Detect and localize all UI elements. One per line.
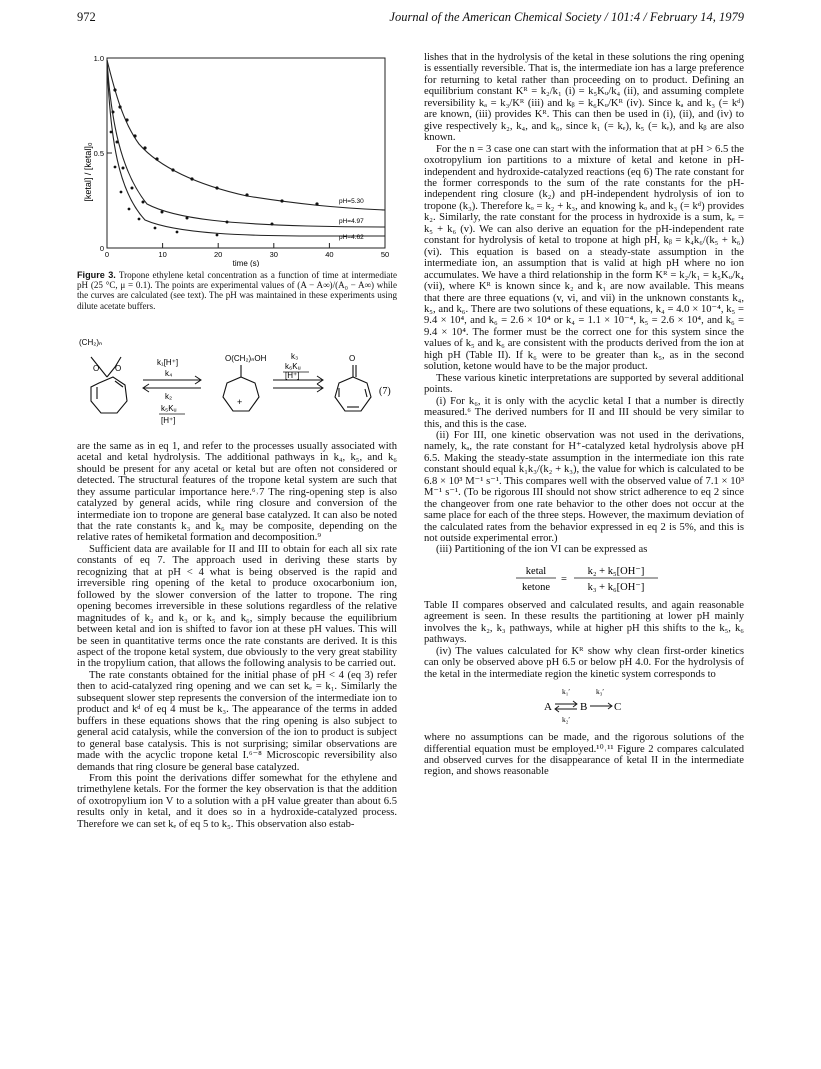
data-points: [110, 88, 319, 236]
kin-k3: k₃′: [596, 687, 605, 697]
k6-label: k₆Kᵤ: [285, 361, 301, 371]
figure-3: [77, 52, 397, 267]
x-tick-label: 20: [214, 250, 223, 259]
oxygen-label: O: [115, 363, 122, 373]
x-tick-label: 40: [325, 250, 334, 259]
curve-label-ph-4-97: pH=4.97: [339, 218, 364, 225]
k5-label: k₅Kᵤ: [161, 403, 177, 413]
right-paragraph-4: (i) For k₆, it is only with the acyclic ketal I that a number is directly measured.⁶ The derived numbers for II and III should be very similar to this, and this is the case.: [424, 395, 744, 430]
cation-plus: +: [237, 396, 243, 407]
scheme-drawing: [77, 325, 397, 435]
page-header: [77, 10, 744, 26]
figure-3-plot: [77, 52, 397, 267]
reaction-scheme-7: [77, 325, 397, 435]
k4-label: k₄: [165, 368, 173, 378]
left-paragraph-1: are the same as in eq 1, and refer to the processes usually associated with acetal and ketal hydrolysis. The additional pathways in k₄, k₅, and k₆ should be present for any acetal or ketal but are often not considered or detected. The structural features of the tropone ketal system are such that they assume particular importance here.⁶˒7 The ring-opening step is also catalyzed by general acids, while ring closure and conversion of the intermediate ion to tropone are general base catalyzed. It can also be noted that the rate constants k₃ and k₆ may be composite, depending on the relative rates of hemiketal formation and decomposition.⁹: [77, 440, 397, 544]
kin-B: B: [580, 701, 588, 714]
left-column: [77, 52, 397, 830]
kin-k2: k₂′: [562, 715, 571, 725]
y-tick-label: 1.0: [93, 54, 104, 63]
k6-denominator: [H⁺]: [285, 370, 300, 380]
right-paragraph-2: For the n = 3 case one can start with the information that at pH > 6.5 the oxotropylium ion partitions to a mixture of ketal and ketone in pH-independent and hydroxide-catalyzed reactions (eq 6) The rate constant for the former corresponds to the sum of the rate constants for the pH-independent ring closure (k₂) and pH-independent hydrolysis of ion to tropone (k₃). Therefore kₒ = k₂ + k₃, and knowing kₒ and k₃ (= kᵈ) provides k₂. Similarly, the rate constant for the process in hydroxide is a sum, kₑ = k₅ + k₆ (v). We can also derive an equation for the pH-independent rate constant for hydrolysis of ketal to tropone at high pH, kᵦ = k₄k₆/(k₅ + k₆) (vi). This equation is based on a steady-state assumption in the intermediate ion, an assumption that is valid at high pH where no ion accumulates. We have a third relationship in the form Kᴿ = k₂/k₁ = k₅Kᵤ/k₄ (vii), where Kᴿ is known since k₂ and k₁ are now available. This means that there are three equations (v, vi, and vii) in the unknown constants k₄, k₅, and k₆. There are two solutions of these equations, k₄ = 4.0 × 10⁻⁴, k₅ = 9.4 × 10⁴, and k₆ = 2.6 × 10⁴ or k₄ = 1.1 × 10⁻⁴, k₅ = 2.6 × 10⁴, and k₆ = 9.4 × 10⁴. The former must be the correct one for this system since the values of k₅ and k₆ are consistent with the products derived from the ion at high pH (Table II). If k₆ were to be greater than k₅, as in the second solution, ketone would have to be the major product.: [424, 143, 744, 373]
curve-ph-5-30: [107, 60, 385, 210]
k3-label: k₃: [291, 351, 299, 361]
eq-ketone: ketone: [522, 581, 550, 593]
equation-number: (7): [379, 385, 391, 397]
right-paragraph-8: (iv) The values calculated for Kᴿ show why clean first-order kinetics can only be observed above pH 6.5 or below pH 4.0. For the hydrolysis of the ketal in the intermediate region the kinetic system corresponds to: [424, 645, 744, 680]
x-ticks: [105, 243, 389, 259]
oxygen-label: O: [349, 353, 356, 363]
x-axis-label: time (s): [232, 259, 260, 267]
left-paragraph-4: From this point the derivations differ somewhat for the ethylene and trimethylene ketals. For the former the key observation is that the addition of oxotropylium ion V to a solution with a pH value greater than about 6.5 results only in ketal, and it does so in a hydroxide-catalyzed process. Therefore we can set kₑ of eq 5 to k₅. This observation also estab-: [77, 772, 397, 830]
x-tick-label: 50: [380, 250, 390, 259]
journal-citation: Journal of the American Chemical Society / 101:4 / February 14, 1979: [389, 10, 744, 24]
right-paragraph-3: These various kinetic interpretations are supported by several additional points.: [424, 372, 744, 396]
equilibrium-arrows-1: [143, 376, 201, 392]
curve-label-ph-5-30: pH=5.30: [339, 198, 364, 205]
eq-numerator: k₂ + k₅[OH⁻]: [587, 565, 645, 577]
ketal-ring-label: (CH₂)ₙ: [79, 337, 103, 347]
figure-caption: [77, 270, 397, 311]
eq-ketal: ketal: [525, 565, 547, 577]
x-tick-label: 10: [158, 250, 167, 259]
partition-equation: [424, 562, 744, 594]
k1-label: k₁[H⁺]: [157, 357, 179, 367]
x-tick-label: 0: [104, 250, 110, 259]
y-tick-label: 0.5: [93, 149, 104, 158]
left-paragraph-3: The rate constants obtained for the initial phase of pH < 4 (eq 3) refer then to acid-catalyzed ring opening and we can set kₑ = k₁. Similarly the subsequent slower step represents the conversion of the intermediate ion to product and kᵈ of eq 4 must be k₃. The appearance of the terms in added buffers in these equations shows that the ring opening is also subject to general acid catalysis, while the conversion of the ion to product is subject to general base catalysis. This is not surprising; similar observations are made with the acyclic tropone ketal I.⁶⁻⁸ Microscopic reversibility also demands that ring closure be general base catalyzed.: [77, 669, 397, 773]
right-paragraph-1: lishes that in the hydrolysis of the ketal in these solutions the ring opening is essentially reversible. That is, the intermediate ion has a large preference for returning to ketal rather than proceeding on to product. Defining an equilibrium constant Kᴿ = k₂/k₁ (i) = k₅Kᵤ/k₄ (ii), and assuming complete reversibility kₐ = k₃/Kᴿ (iii) and kᵦ = k₆Kᵤ/Kᴿ (iv). Since kₐ and k₃ (= kᵈ) are known, (iii) provides Kᴿ. This can then be used in (i), (ii), and (iv) to give respectively k₂, k₄, and k₆, since k₁ (= kₑ), k₅ (= kₑ), and kᵦ are also known.: [424, 52, 744, 144]
y-axis-label: [ketal] / [ketal]₀: [83, 142, 93, 202]
right-paragraph-7: Table II compares observed and calculated results, and again reasonable agreement is seen. In these results the partitioning at lower pH mainly involves the k₂, k₃ pathways, while at higher pH this shifts to the k₅, k₆ pathways.: [424, 599, 744, 646]
x-tick-label: 30: [269, 250, 278, 259]
caption-text: Tropone ethylene ketal concentration as a function of time at intermediate pH (25 °C, μ = 0.1). The points are experimental values of (A − A∞)/(A₀ − A∞) while the curves are calculated (see text). The pH was maintained in these experiments using dilute acetate buffers.: [77, 270, 397, 311]
k2-label: k₂: [165, 391, 173, 401]
caption-label: Figure 3.: [77, 270, 116, 280]
kin-A: A: [544, 701, 552, 714]
eq-equals: =: [561, 573, 567, 585]
right-column: [424, 52, 744, 778]
right-paragraph-5: (ii) For III, one kinetic observation was not used in the derivations, namely, kₐ, the rate constant for H⁺-catalyzed ketal hydrolysis above pH 6.5. Making the steady-state assumption in the intermediate ion this rate constant should equal k₁k₃/(k₂ + k₃), the value for which is calculated to be 6.8 × 10³ M⁻¹ s⁻¹. This compares well with the observed value of 7.1 × 10³ M⁻¹ s⁻¹. (To be rigorous III should not show strict adherence to eq 2 since the changeover from one rate behavior to the other does not occur at the same place for each of the three steps. However, the maximum deviation of the calculated rates from the behavior expressed in eq 2 is 5%, and this is not outside experimental error.): [424, 429, 744, 545]
kin-C: C: [614, 701, 622, 714]
partition-equation-svg: [424, 562, 744, 594]
curve-ph-4-62: [107, 60, 385, 236]
eq-denominator: k₃ + k₆[OH⁻]: [587, 581, 645, 593]
right-paragraph-9: where no assumptions can be made, and the rigorous solutions of the differential equation must be employed.¹⁰˒¹¹ Figure 2 compares calculated and observed curves for the disappearance of ketal II in the intermediate region, and shows reasonable: [424, 732, 744, 778]
curve-label-ph-4-62: pH=4.62: [339, 234, 364, 241]
k5-denominator: [H⁺]: [161, 415, 176, 425]
y-tick-label: 0: [99, 244, 104, 253]
page-number: 972: [77, 10, 96, 24]
oxygen-label: O: [93, 363, 100, 373]
kinetic-scheme-svg: [424, 684, 744, 728]
kin-k1: k₁′: [562, 687, 571, 697]
tropone-structure: [335, 365, 371, 411]
left-paragraph-2: Sufficient data are available for II and III to obtain for each all six rate constants of eq 7. The approach used in deriving these starts by recognizing that at pH < 4 what is being observed is the rapid and irreversible ring opening of the ketal to produce oxocarbonium ion, followed by the slower conversion of the latter to tropone. The ring opening becomes irreversible in these solutions regardless of the relative magnitudes of k₂ and k₃ or k₅ and k₆, simply because the equilibrium between ketal and ion is shifted to favor ion at these pH values. This will be seen in quantitative terms once the rate constants are derived. It is this aspect of the tropone ketal system, due obviously to the very great stability in the tropylium cation, that allows the following analysis to be carried out.: [77, 543, 397, 670]
kinetic-scheme: [424, 684, 744, 728]
intermediate-label: O(CH₂)ₙOH: [225, 353, 267, 363]
right-paragraph-6: (iii) Partitioning of the ion VI can be expressed as: [436, 544, 648, 556]
